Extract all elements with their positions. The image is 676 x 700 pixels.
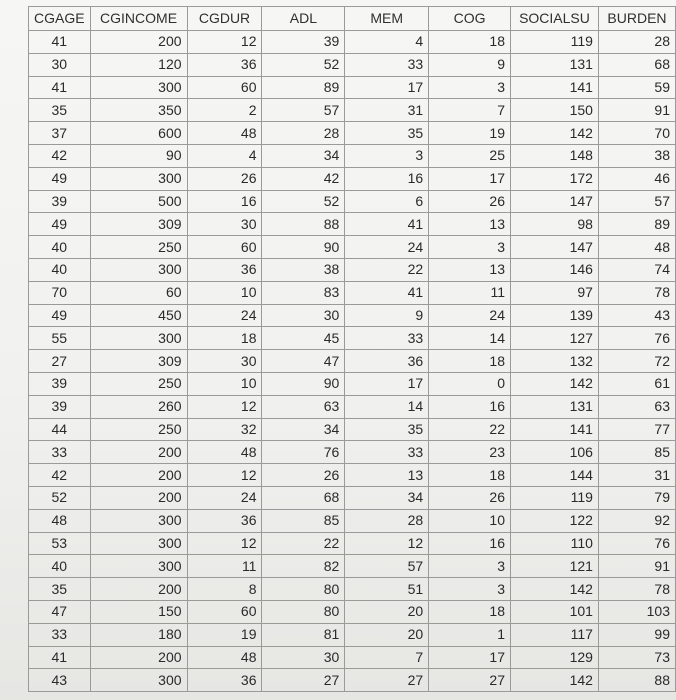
table-cell-cog: 17: [429, 167, 511, 190]
table-cell-adl: 88: [262, 213, 345, 236]
table-cell-cgincome: 500: [90, 190, 187, 213]
table-row: [29, 167, 676, 190]
table-cell-cgdur: 4: [187, 144, 262, 167]
table-cell-cog: 7: [429, 99, 511, 122]
table-cell-cog: 16: [429, 532, 511, 555]
table-cell-mem: 13: [345, 464, 429, 487]
table-cell-socialsu: 142: [511, 372, 599, 395]
column-header-adl: ADL: [262, 7, 345, 31]
table-cell-adl: 52: [262, 190, 345, 213]
table-cell-cgincome: 250: [90, 372, 187, 395]
table-cell-burden: 85: [598, 441, 675, 464]
table-cell-cgage: 27: [29, 350, 91, 373]
table-cell-cgage: 39: [29, 372, 91, 395]
table-cell-adl: 68: [262, 486, 345, 509]
table-cell-cgincome: 200: [90, 578, 187, 601]
table-cell-socialsu: 147: [511, 236, 599, 259]
table-cell-cgincome: 250: [90, 236, 187, 259]
table-cell-cgdur: 16: [187, 190, 262, 213]
table-cell-cgdur: 12: [187, 31, 262, 54]
table-cell-cgincome: 200: [90, 646, 187, 669]
table-cell-cgdur: 36: [187, 53, 262, 76]
table-cell-mem: 22: [345, 258, 429, 281]
table-cell-cgdur: 36: [187, 258, 262, 281]
table-cell-cgdur: 30: [187, 350, 262, 373]
table-cell-cgage: 40: [29, 555, 91, 578]
table-cell-cog: 16: [429, 395, 511, 418]
table-row: [29, 327, 676, 350]
table-row: [29, 555, 676, 578]
table-cell-cgage: 39: [29, 395, 91, 418]
table-cell-socialsu: 142: [511, 669, 599, 692]
table-cell-mem: 27: [345, 669, 429, 692]
table-cell-mem: 17: [345, 372, 429, 395]
table-cell-cgincome: 300: [90, 327, 187, 350]
table-cell-cog: 26: [429, 190, 511, 213]
table-cell-burden: 91: [598, 99, 675, 122]
table-cell-cgincome: 300: [90, 555, 187, 578]
table-cell-cgincome: 200: [90, 31, 187, 54]
table-cell-cgdur: 30: [187, 213, 262, 236]
table-cell-cog: 3: [429, 76, 511, 99]
table-cell-cgdur: 12: [187, 464, 262, 487]
table-cell-burden: 88: [598, 669, 675, 692]
table-cell-cgage: 41: [29, 76, 91, 99]
table-cell-mem: 9: [345, 304, 429, 327]
table-cell-cgincome: 200: [90, 486, 187, 509]
table-cell-mem: 16: [345, 167, 429, 190]
table-cell-mem: 41: [345, 281, 429, 304]
table-row: [29, 122, 676, 145]
table-cell-adl: 76: [262, 441, 345, 464]
table-cell-mem: 4: [345, 31, 429, 54]
table-cell-mem: 34: [345, 486, 429, 509]
table-cell-cog: 9: [429, 53, 511, 76]
table-cell-socialsu: 121: [511, 555, 599, 578]
table-cell-burden: 76: [598, 532, 675, 555]
table-cell-socialsu: 98: [511, 213, 599, 236]
table-cell-burden: 72: [598, 350, 675, 373]
table-cell-mem: 28: [345, 509, 429, 532]
table-cell-adl: 83: [262, 281, 345, 304]
table-cell-cgage: 40: [29, 258, 91, 281]
table-cell-cog: 18: [429, 350, 511, 373]
table-cell-cog: 10: [429, 509, 511, 532]
table-cell-adl: 34: [262, 418, 345, 441]
table-cell-cgincome: 200: [90, 464, 187, 487]
table-cell-mem: 20: [345, 600, 429, 623]
table-cell-cgdur: 26: [187, 167, 262, 190]
table-cell-mem: 35: [345, 418, 429, 441]
table-cell-cgdur: 12: [187, 395, 262, 418]
table-cell-cog: 24: [429, 304, 511, 327]
table-cell-burden: 68: [598, 53, 675, 76]
table-cell-cgincome: 600: [90, 122, 187, 145]
table-cell-cgage: 35: [29, 578, 91, 601]
table-cell-mem: 3: [345, 144, 429, 167]
table-cell-mem: 12: [345, 532, 429, 555]
table-cell-adl: 90: [262, 372, 345, 395]
table-cell-burden: 77: [598, 418, 675, 441]
table-cell-burden: 89: [598, 213, 675, 236]
table-row: [29, 99, 676, 122]
table-cell-burden: 63: [598, 395, 675, 418]
column-header-burden: BURDEN: [598, 7, 675, 31]
table-cell-cgdur: 24: [187, 486, 262, 509]
table-cell-mem: 41: [345, 213, 429, 236]
table-cell-mem: 33: [345, 327, 429, 350]
table-cell-cog: 1: [429, 623, 511, 646]
table-cell-cgage: 44: [29, 418, 91, 441]
table-cell-cgincome: 120: [90, 53, 187, 76]
table-cell-mem: 36: [345, 350, 429, 373]
table-cell-burden: 57: [598, 190, 675, 213]
column-header-cog: COG: [429, 7, 511, 31]
table-cell-burden: 99: [598, 623, 675, 646]
table-cell-cog: 17: [429, 646, 511, 669]
table-cell-cog: 3: [429, 578, 511, 601]
table-cell-cgdur: 48: [187, 646, 262, 669]
table-cell-cgdur: 18: [187, 327, 262, 350]
table-cell-mem: 14: [345, 395, 429, 418]
table-row: [29, 76, 676, 99]
table-cell-adl: 42: [262, 167, 345, 190]
table-cell-socialsu: 148: [511, 144, 599, 167]
table-row: [29, 190, 676, 213]
table-cell-cgage: 41: [29, 646, 91, 669]
table-cell-mem: 33: [345, 53, 429, 76]
table-cell-adl: 82: [262, 555, 345, 578]
table-cell-cgage: 49: [29, 167, 91, 190]
table-row: [29, 623, 676, 646]
table-cell-adl: 28: [262, 122, 345, 145]
table-cell-cgdur: 60: [187, 76, 262, 99]
table-cell-socialsu: 132: [511, 350, 599, 373]
table-cell-cgincome: 309: [90, 213, 187, 236]
table-row: [29, 578, 676, 601]
table-cell-cgage: 70: [29, 281, 91, 304]
table-cell-cgage: 55: [29, 327, 91, 350]
table-cell-cgincome: 250: [90, 418, 187, 441]
table-cell-adl: 34: [262, 144, 345, 167]
table-cell-burden: 103: [598, 600, 675, 623]
table-cell-cgdur: 32: [187, 418, 262, 441]
table-body: [29, 31, 676, 692]
table-row: [29, 213, 676, 236]
table-cell-socialsu: 142: [511, 578, 599, 601]
table-cell-cog: 0: [429, 372, 511, 395]
table-cell-mem: 20: [345, 623, 429, 646]
table-cell-adl: 47: [262, 350, 345, 373]
table-cell-adl: 80: [262, 578, 345, 601]
table-cell-cgdur: 36: [187, 509, 262, 532]
table-row: [29, 441, 676, 464]
table-cell-cog: 23: [429, 441, 511, 464]
table-row: [29, 236, 676, 259]
table-cell-burden: 78: [598, 281, 675, 304]
table-cell-cog: 25: [429, 144, 511, 167]
table-row: [29, 350, 676, 373]
table-cell-burden: 74: [598, 258, 675, 281]
table-cell-cgdur: 8: [187, 578, 262, 601]
table-row: [29, 395, 676, 418]
table-cell-cgage: 30: [29, 53, 91, 76]
table-cell-socialsu: 117: [511, 623, 599, 646]
table-cell-burden: 46: [598, 167, 675, 190]
column-header-cgincome: CGINCOME: [90, 7, 187, 31]
table-row: [29, 258, 676, 281]
table-cell-cgincome: 180: [90, 623, 187, 646]
table-row: [29, 532, 676, 555]
table-cell-cgage: 39: [29, 190, 91, 213]
table-cell-burden: 70: [598, 122, 675, 145]
column-header-socialsu: SOCIALSU: [511, 7, 599, 31]
table-cell-cgdur: 36: [187, 669, 262, 692]
table-cell-cog: 13: [429, 258, 511, 281]
table-cell-burden: 28: [598, 31, 675, 54]
table-cell-cgdur: 48: [187, 441, 262, 464]
table-cell-cgage: 52: [29, 486, 91, 509]
table-cell-cgincome: 300: [90, 532, 187, 555]
table-cell-cgincome: 150: [90, 600, 187, 623]
table-cell-adl: 81: [262, 623, 345, 646]
table-cell-cgincome: 450: [90, 304, 187, 327]
table-cell-mem: 35: [345, 122, 429, 145]
table-cell-burden: 61: [598, 372, 675, 395]
column-header-mem: MEM: [345, 7, 429, 31]
table-cell-adl: 39: [262, 31, 345, 54]
table-cell-cgage: 42: [29, 144, 91, 167]
table-cell-cgage: 33: [29, 623, 91, 646]
table-cell-socialsu: 142: [511, 122, 599, 145]
table-cell-socialsu: 122: [511, 509, 599, 532]
table-cell-cgincome: 260: [90, 395, 187, 418]
table-cell-cgdur: 11: [187, 555, 262, 578]
table-cell-adl: 90: [262, 236, 345, 259]
table-cell-mem: 57: [345, 555, 429, 578]
table-cell-mem: 6: [345, 190, 429, 213]
table-cell-burden: 76: [598, 327, 675, 350]
table-cell-adl: 89: [262, 76, 345, 99]
table-cell-socialsu: 119: [511, 31, 599, 54]
table-cell-burden: 91: [598, 555, 675, 578]
table-cell-cgage: 49: [29, 304, 91, 327]
table-row: [29, 669, 676, 692]
table-cell-socialsu: 141: [511, 418, 599, 441]
table-cell-adl: 80: [262, 600, 345, 623]
table-cell-cgage: 48: [29, 509, 91, 532]
table-cell-socialsu: 144: [511, 464, 599, 487]
table-cell-cgdur: 48: [187, 122, 262, 145]
table-row: [29, 509, 676, 532]
table-cell-adl: 27: [262, 669, 345, 692]
table-cell-cgdur: 60: [187, 236, 262, 259]
table-cell-cgincome: 350: [90, 99, 187, 122]
table-cell-cgage: 40: [29, 236, 91, 259]
table-cell-adl: 45: [262, 327, 345, 350]
table-cell-socialsu: 150: [511, 99, 599, 122]
table-cell-mem: 31: [345, 99, 429, 122]
table-cell-burden: 48: [598, 236, 675, 259]
table-row: [29, 53, 676, 76]
table-cell-cgage: 41: [29, 31, 91, 54]
table-cell-socialsu: 131: [511, 395, 599, 418]
table-cell-adl: 85: [262, 509, 345, 532]
table-cell-adl: 57: [262, 99, 345, 122]
table-cell-adl: 38: [262, 258, 345, 281]
table-row: [29, 281, 676, 304]
table-cell-cgage: 47: [29, 600, 91, 623]
table-cell-socialsu: 106: [511, 441, 599, 464]
header-row: [29, 7, 676, 31]
table-row: [29, 464, 676, 487]
table-cell-burden: 79: [598, 486, 675, 509]
table-row: [29, 486, 676, 509]
table-cell-cgage: 49: [29, 213, 91, 236]
table-cell-burden: 31: [598, 464, 675, 487]
table-cell-burden: 38: [598, 144, 675, 167]
table-cell-burden: 59: [598, 76, 675, 99]
table-cell-cgincome: 300: [90, 509, 187, 532]
table-cell-cgdur: 10: [187, 281, 262, 304]
table-cell-cgage: 43: [29, 669, 91, 692]
table-row: [29, 31, 676, 54]
table-cell-cgdur: 10: [187, 372, 262, 395]
table-cell-cgincome: 90: [90, 144, 187, 167]
table-cell-socialsu: 146: [511, 258, 599, 281]
table-cell-burden: 43: [598, 304, 675, 327]
table-cell-cgincome: 300: [90, 258, 187, 281]
table-cell-cog: 14: [429, 327, 511, 350]
table-row: [29, 418, 676, 441]
table-cell-cgage: 35: [29, 99, 91, 122]
table-cell-cog: 26: [429, 486, 511, 509]
table-cell-socialsu: 147: [511, 190, 599, 213]
table-cell-socialsu: 97: [511, 281, 599, 304]
table-cell-socialsu: 141: [511, 76, 599, 99]
table-cell-adl: 26: [262, 464, 345, 487]
column-header-cgdur: CGDUR: [187, 7, 262, 31]
table-cell-cgdur: 2: [187, 99, 262, 122]
table-cell-cgage: 42: [29, 464, 91, 487]
table-cell-burden: 92: [598, 509, 675, 532]
table-cell-cog: 22: [429, 418, 511, 441]
table-cell-cog: 18: [429, 31, 511, 54]
table-cell-cog: 27: [429, 669, 511, 692]
table-cell-mem: 24: [345, 236, 429, 259]
table-cell-adl: 52: [262, 53, 345, 76]
table-cell-cog: 11: [429, 281, 511, 304]
table-cell-socialsu: 101: [511, 600, 599, 623]
table-cell-cgage: 37: [29, 122, 91, 145]
table-row: [29, 144, 676, 167]
table-cell-cgdur: 12: [187, 532, 262, 555]
table-cell-socialsu: 119: [511, 486, 599, 509]
table-cell-socialsu: 172: [511, 167, 599, 190]
table-cell-cog: 18: [429, 464, 511, 487]
table-cell-cgincome: 300: [90, 669, 187, 692]
table-cell-cog: 18: [429, 600, 511, 623]
table-cell-cgdur: 60: [187, 600, 262, 623]
table-cell-cog: 19: [429, 122, 511, 145]
table-cell-socialsu: 131: [511, 53, 599, 76]
table-cell-cog: 3: [429, 236, 511, 259]
table-cell-socialsu: 127: [511, 327, 599, 350]
table-cell-cgincome: 300: [90, 167, 187, 190]
table-cell-burden: 73: [598, 646, 675, 669]
table-cell-cgincome: 309: [90, 350, 187, 373]
table-row: [29, 372, 676, 395]
table-cell-adl: 22: [262, 532, 345, 555]
data-table: [28, 6, 676, 692]
table-cell-cgage: 53: [29, 532, 91, 555]
table-cell-mem: 17: [345, 76, 429, 99]
table-row: [29, 646, 676, 669]
table-row: [29, 304, 676, 327]
column-header-cgage: CGAGE: [29, 7, 91, 31]
table-cell-cgdur: 19: [187, 623, 262, 646]
table-cell-adl: 30: [262, 646, 345, 669]
table-cell-socialsu: 129: [511, 646, 599, 669]
table-cell-cgincome: 200: [90, 441, 187, 464]
table-cell-cog: 3: [429, 555, 511, 578]
table-cell-socialsu: 110: [511, 532, 599, 555]
table-row: [29, 600, 676, 623]
table-cell-mem: 51: [345, 578, 429, 601]
table-cell-adl: 63: [262, 395, 345, 418]
table-cell-cgincome: 60: [90, 281, 187, 304]
table-cell-cog: 13: [429, 213, 511, 236]
table-cell-cgage: 33: [29, 441, 91, 464]
table-cell-mem: 33: [345, 441, 429, 464]
table-cell-socialsu: 139: [511, 304, 599, 327]
table-cell-mem: 7: [345, 646, 429, 669]
table-cell-cgincome: 300: [90, 76, 187, 99]
table-cell-cgdur: 24: [187, 304, 262, 327]
table-cell-burden: 78: [598, 578, 675, 601]
table-cell-adl: 30: [262, 304, 345, 327]
